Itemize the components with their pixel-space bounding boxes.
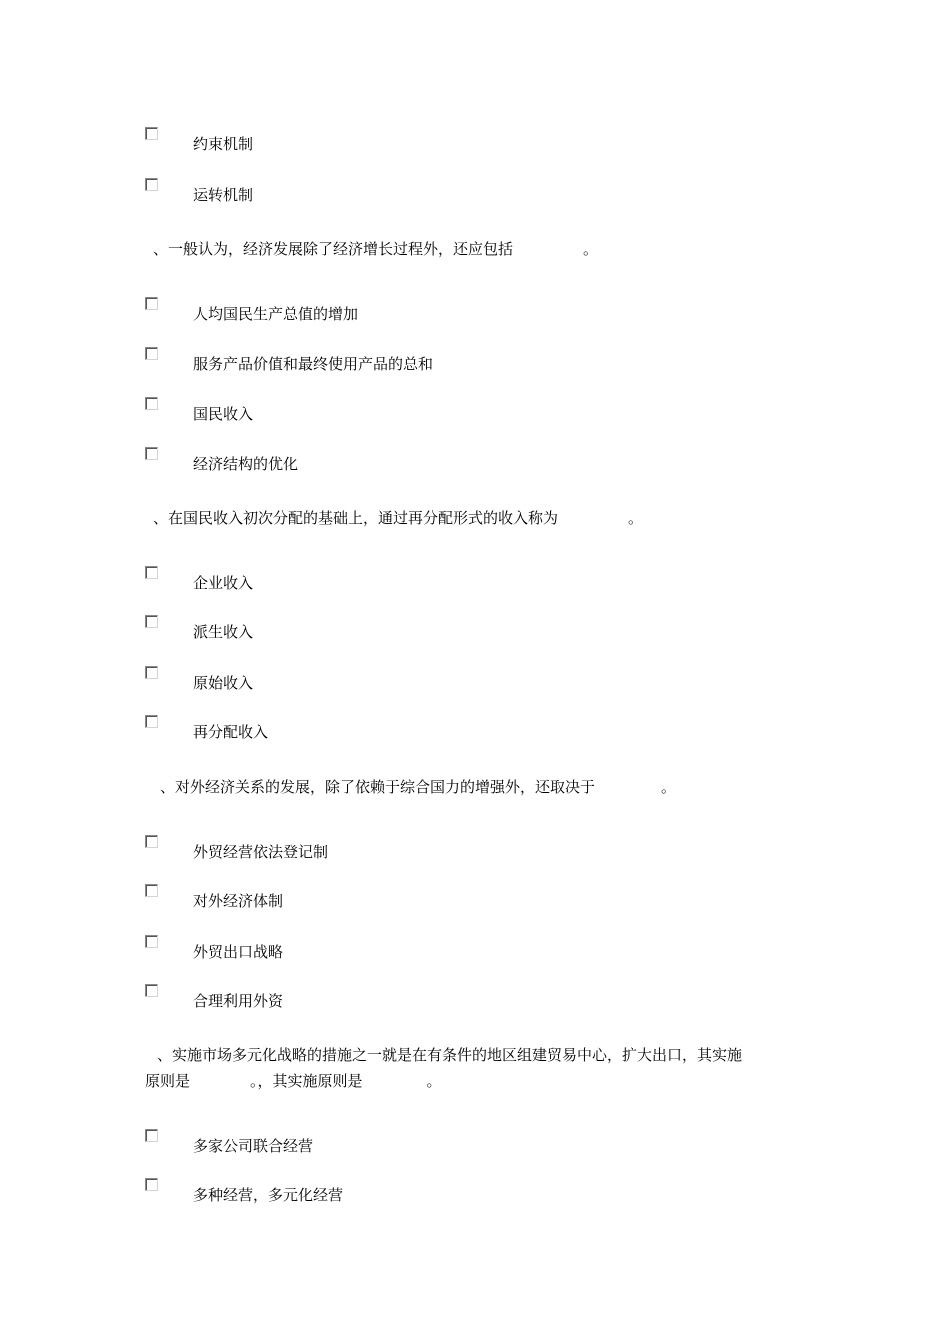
option-label: 外贸出口战略 — [193, 943, 284, 961]
question-suffix: 。 — [583, 240, 599, 258]
question-line1: 、实施市场多元化战略的措施之一就是在有条件的地区组建贸易中心，扩大出口，其实施 — [157, 1046, 743, 1064]
checkbox[interactable] — [145, 297, 158, 310]
checkbox[interactable] — [145, 566, 158, 579]
checkbox[interactable] — [145, 1129, 158, 1142]
checkbox[interactable] — [145, 615, 158, 628]
question-suffix: 。 — [661, 778, 677, 796]
question-prefix: 、在国民收入初次分配的基础上，通过再分配形式的收入称为 — [153, 509, 559, 527]
question-prefix: 、一般认为，经济发展除了经济增长过程外，还应包括 — [153, 240, 514, 258]
checkbox[interactable] — [145, 1178, 158, 1191]
option-label: 对外经济体制 — [193, 892, 284, 910]
checkbox[interactable] — [145, 715, 158, 728]
option-label: 人均国民生产总值的增加 — [193, 305, 359, 323]
option-label: 多种经营，多元化经营 — [193, 1186, 344, 1204]
checkbox[interactable] — [145, 178, 158, 191]
checkbox[interactable] — [145, 447, 158, 460]
checkbox[interactable] — [145, 984, 158, 997]
checkbox[interactable] — [145, 397, 158, 410]
question-text — [153, 509, 643, 527]
question-text-line2 — [145, 1072, 442, 1090]
question-text — [160, 778, 676, 796]
question-text — [153, 240, 598, 258]
option-label: 再分配收入 — [193, 723, 269, 741]
checkbox[interactable] — [145, 347, 158, 360]
question-line2-c: 。 — [426, 1072, 442, 1090]
option-label: 服务产品价值和最终使用产品的总和 — [193, 355, 434, 373]
checkbox[interactable] — [145, 127, 158, 140]
question-line2-b: 。，其实施原则是 — [250, 1072, 363, 1090]
question-line2-a: 原则是 — [145, 1072, 191, 1090]
option-label: 约束机制 — [193, 135, 254, 153]
option-label: 多家公司联合经营 — [193, 1137, 314, 1155]
option-label: 运转机制 — [193, 186, 254, 204]
option-label: 合理利用外资 — [193, 992, 284, 1010]
option-label: 派生收入 — [193, 623, 254, 641]
checkbox[interactable] — [145, 666, 158, 679]
option-label: 原始收入 — [193, 674, 254, 692]
checkbox[interactable] — [145, 884, 158, 897]
question-suffix: 。 — [628, 509, 644, 527]
question-text-line1 — [157, 1046, 742, 1064]
option-label: 经济结构的优化 — [193, 455, 299, 473]
checkbox[interactable] — [145, 835, 158, 848]
option-label: 外贸经营依法登记制 — [193, 843, 329, 861]
option-label: 国民收入 — [193, 405, 254, 423]
option-label: 企业收入 — [193, 574, 254, 592]
checkbox[interactable] — [145, 935, 158, 948]
question-prefix: 、对外经济关系的发展，除了依赖于综合国力的增强外，还取决于 — [160, 778, 596, 796]
